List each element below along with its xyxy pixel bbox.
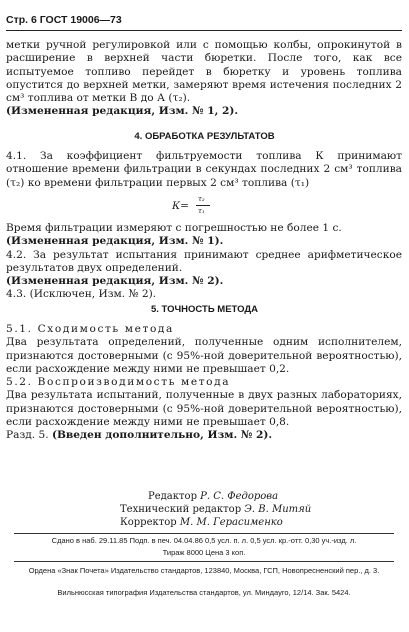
editor-line: [120, 490, 390, 503]
amendment-4-1: (Измененная редакция, Изм. № 1).: [6, 235, 224, 248]
formula-denominator: τ₁: [198, 207, 205, 215]
imprint-line-2: Тираж 8000 Цена 3 коп.: [162, 548, 246, 557]
imprint-line-4: Вильнюсская типография Издательства стандартов, ул. Миндауго, 12/14. Зак. 5424.: [57, 588, 351, 597]
intro-text: метки ручной регулировкой или с помощью колбы, опрокинутой в расширение в верхней части бюретки. После того, как все испытуемое топливо перейдет в бюретку и уровень топлива опустится до верхней метки, замеряют время истечения последних 2 см³ топлива от метки В до А (τ₂).: [6, 39, 402, 105]
credits-block: [120, 490, 390, 529]
tech-editor-line: [120, 503, 390, 516]
intro-amendment: (Измененная редакция, Изм. № 1, 2).: [6, 105, 239, 118]
section-4-body: [6, 222, 402, 302]
paragraph-4-1b: Время фильтрации измеряют с погрешностью не более 1 с.: [6, 222, 342, 234]
section-4-title: 4. ОБРАБОТКА РЕЗУЛЬТАТОВ: [134, 131, 275, 142]
paragraph-5-2: Два результата испытаний, полученные в двух разных лабораториях, признаются достоверными (с 95%-ной доверительной вероятностью), если расхождение между ними не превышает 0,8.: [6, 389, 402, 429]
corrector-line: [120, 516, 390, 529]
paragraph-4-1: 4.1. За коэффициент фильтруемости топлива К принимают отношение времени фильтрации в секундах последних 2 см³ топлива (τ₂) ко времени фильтрации первых 2 см³ топлива (τ₁): [6, 150, 402, 189]
editor-name: Р. С. Федорова: [200, 491, 279, 502]
page-header: Стр. 6 ГОСТ 19006—73: [6, 14, 122, 26]
header-rule: [6, 30, 402, 31]
section-5-title: 5. ТОЧНОСТЬ МЕТОДА: [150, 304, 259, 315]
subsection-5-2: 5.2. Воспроизводимость метода: [6, 376, 231, 389]
fraction-bar: [196, 205, 210, 206]
imprint-rule-top: [14, 533, 394, 534]
formula: [172, 195, 252, 219]
amendment-5: (Введен дополнительно, Изм. № 2).: [51, 429, 273, 442]
section-5-intro: Разд. 5.: [6, 429, 52, 442]
subsection-5-1: 5.1. Сходимость метода: [6, 323, 174, 335]
formula-k: К=: [172, 200, 189, 212]
imprint-line-3: Ордена «Знак Почета» Издательство стандартов, 123840, Москва, ГСП, Новопресненский пер., д. 3.: [28, 566, 380, 575]
imprint-rule-bottom: [14, 561, 394, 562]
imprint-line-1: Сдано в наб. 29.11.85 Подп. в печ. 04.04.86 0,5 усл. п. л. 0,5 усл. кр.-отт. 0,30 уч.-изд. л.: [51, 536, 357, 545]
editor-role: Редактор: [148, 491, 197, 502]
amendment-4-2: (Измененная редакция, Изм. № 2).: [6, 275, 224, 288]
paragraph-4-2: 4.2. За результат испытания принимают среднее арифметическое результатов двух определений.: [6, 248, 402, 274]
paragraph-5-1: Два результата определений, полученные одним исполнителем, признаются достоверными (с 95%-ной доверительной вероятностью), если расхождение между ними не превышает 0,2.: [6, 336, 402, 375]
paragraph-4-3: 4.3. (Исключен, Изм. № 2).: [6, 288, 157, 301]
tech-editor-role: Технический редактор: [120, 504, 242, 515]
tech-editor-name: Э. В. Митяй: [244, 504, 312, 515]
section-5-body: [6, 323, 402, 443]
corrector-name: М. М. Герасименко: [179, 517, 283, 528]
corrector-role: Корректор: [120, 517, 177, 528]
intro-paragraph: [6, 39, 402, 119]
formula-numerator: τ₂: [198, 195, 205, 203]
